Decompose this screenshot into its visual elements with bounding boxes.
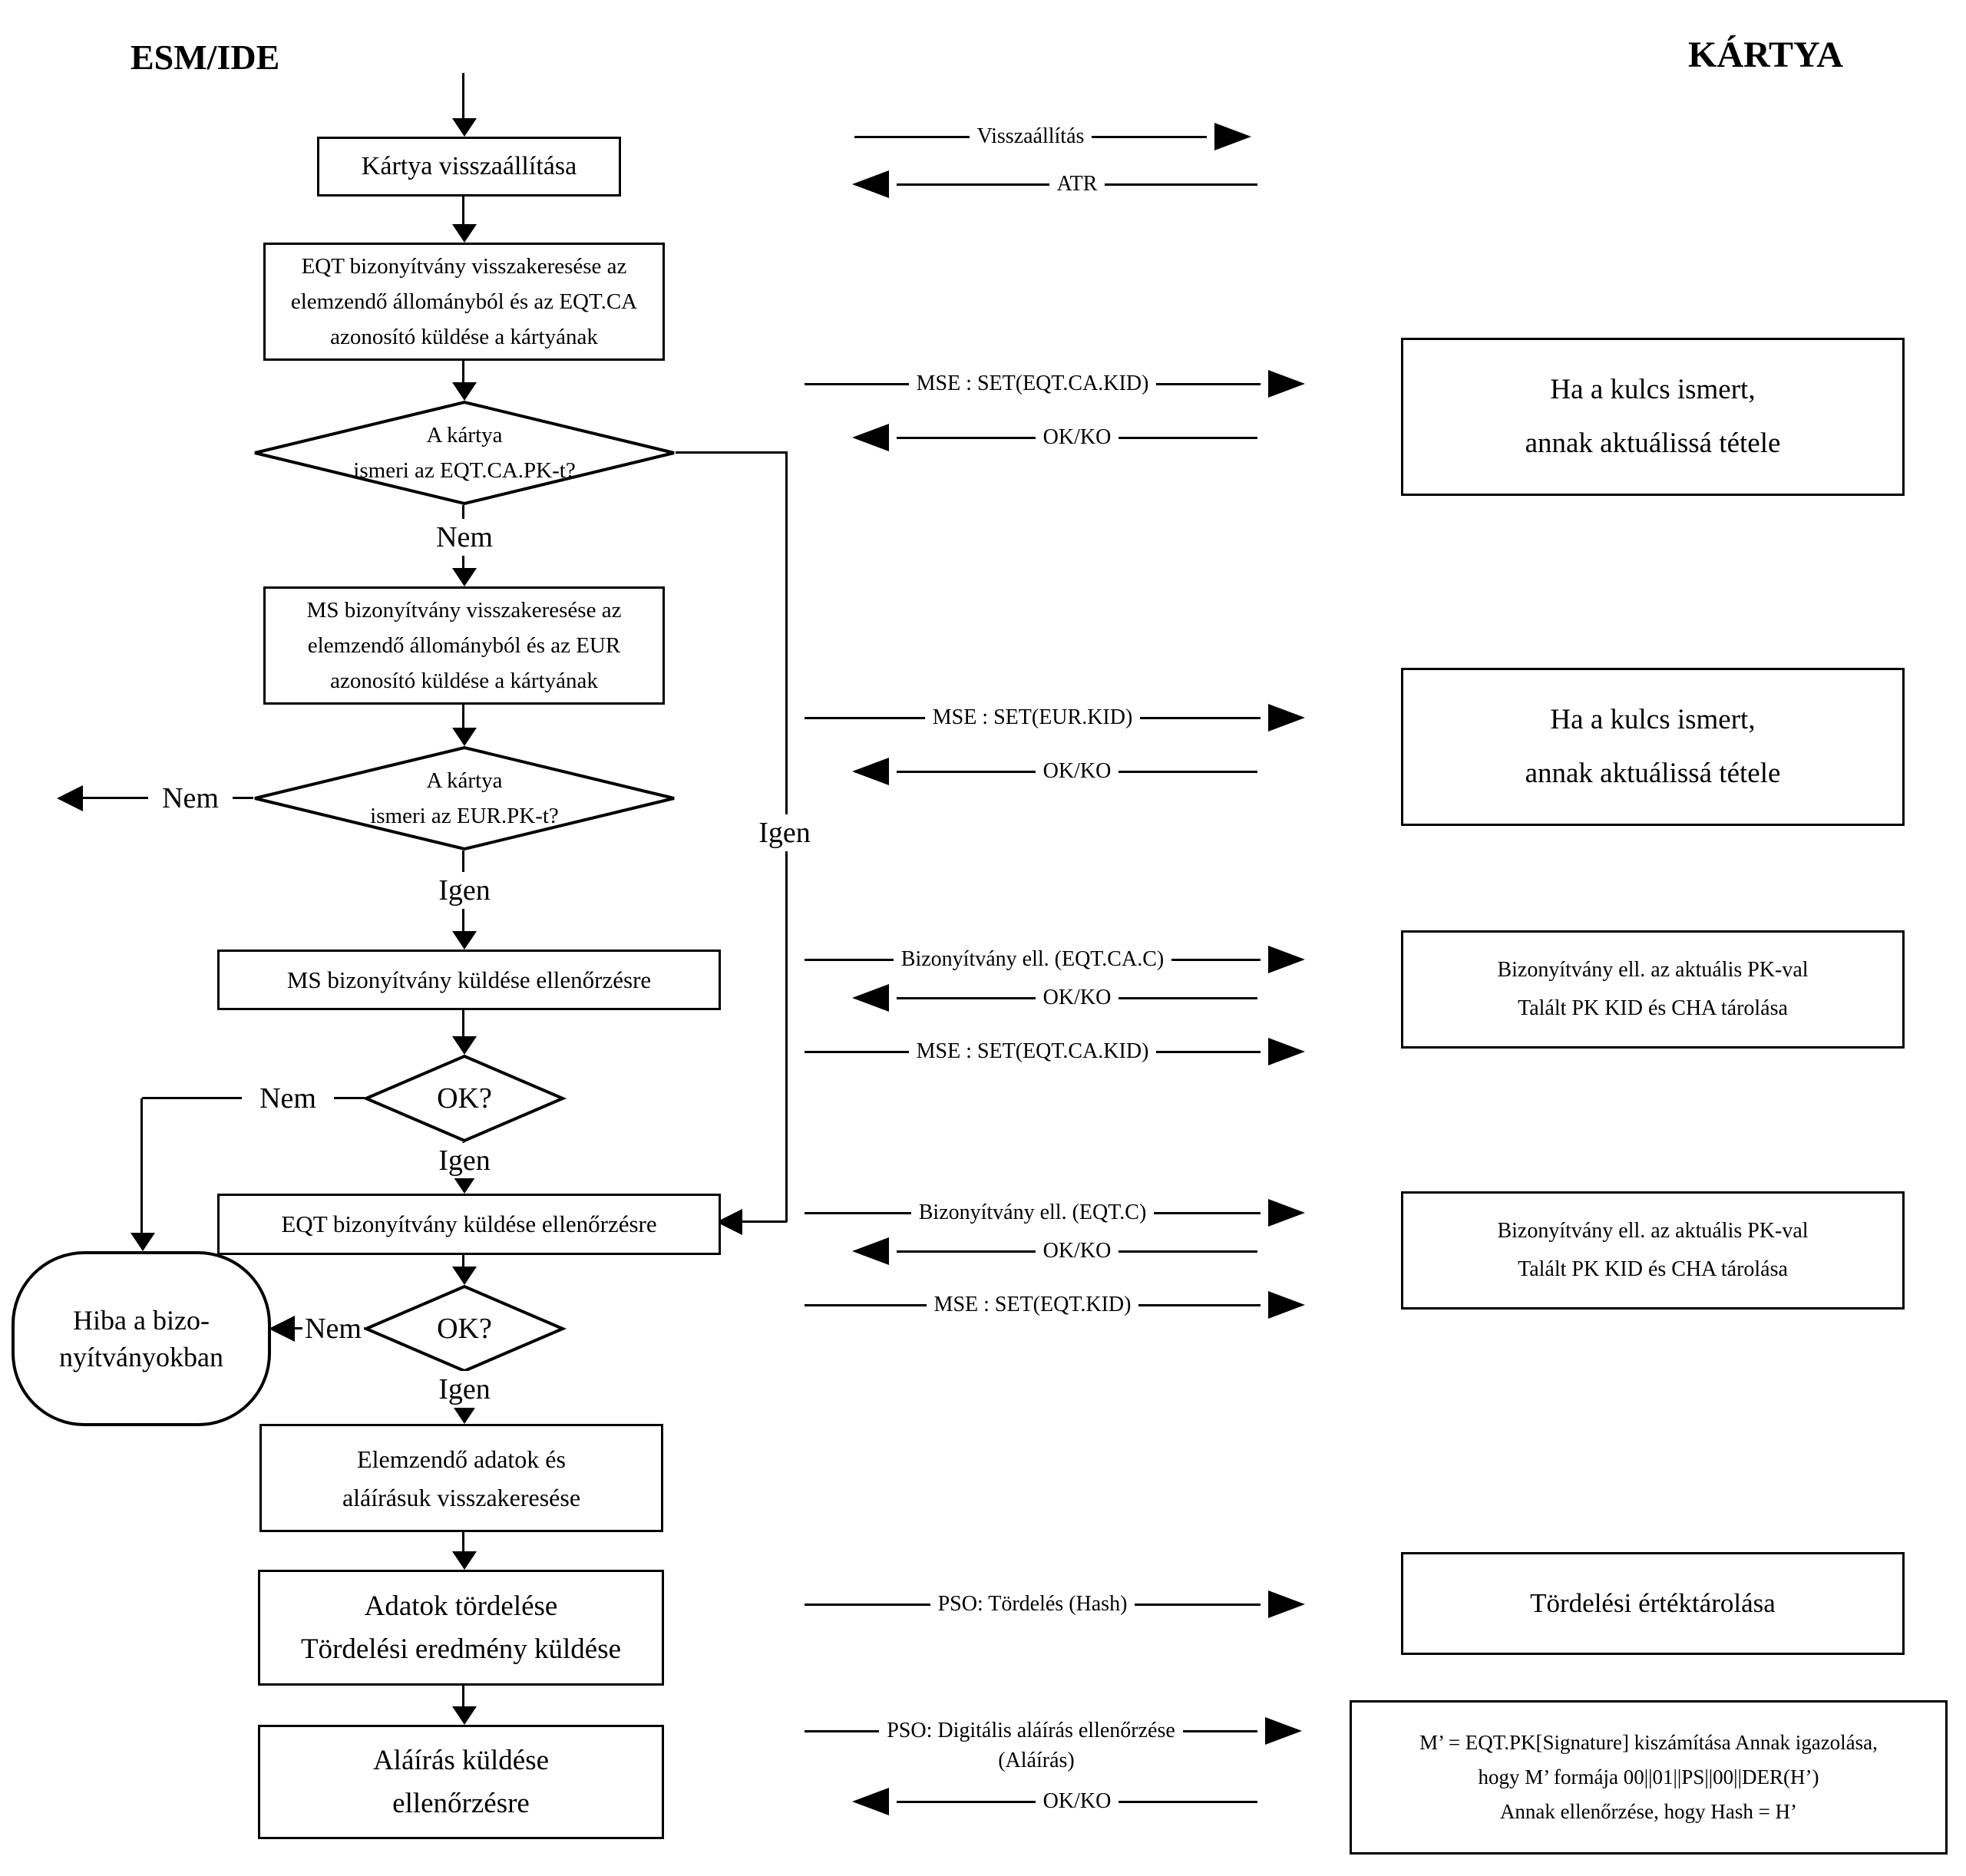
branch-label-igen: Igen xyxy=(415,1371,514,1408)
arrow-right-icon xyxy=(1268,1291,1305,1319)
arrow-down-icon xyxy=(452,382,477,401)
connector-igen-branch-top xyxy=(676,451,788,454)
arrow-left-icon xyxy=(57,785,83,811)
message-row-pso-hash: PSO: Tördelés (Hash) xyxy=(805,1590,1305,1618)
arrow-right-icon xyxy=(1268,946,1305,973)
branch-label-igen: Igen xyxy=(415,872,514,909)
arrow-down-icon xyxy=(452,224,477,243)
arrow-right-icon xyxy=(1268,1590,1305,1618)
decision-text-ok1: OK? xyxy=(437,1082,492,1115)
branch-label-nem: Nem xyxy=(418,519,510,556)
arrow-right-icon xyxy=(1214,123,1251,150)
arrow-down-icon xyxy=(452,1405,477,1424)
branch-label-nem: Nem xyxy=(302,1310,364,1347)
decision-text-eqt-ca-pk: A kártya ismeri az EQT.CA.PK-t? xyxy=(353,423,576,483)
arrow-down-icon xyxy=(452,1036,477,1055)
process-box-eqt-retrieve: EQT bizonyítvány visszakeresése az elemzendő állományból és az EQT.CA azonosító küldése a kártyának xyxy=(263,243,665,361)
card-box-hash-store: Tördelési értéktárolása xyxy=(1401,1552,1905,1655)
process-box-card-reset: Kártya visszaállítása xyxy=(317,137,621,197)
message-row-visszaallitas: Visszaállítás xyxy=(854,123,1251,150)
card-box-cert-verify-1: Bizonyítvány ell. az aktuális PK-val Talált PK KID és CHA tárolása xyxy=(1401,930,1905,1049)
process-box-hash: Adatok tördelése Tördelési eredmény küldése xyxy=(258,1570,664,1686)
column-header-esm-ide: ESM/IDE xyxy=(131,38,280,77)
arrow-left-icon xyxy=(852,758,889,785)
arrow-right-icon xyxy=(1268,704,1305,732)
card-box-cert-verify-2: Bizonyítvány ell. az aktuális PK-val Talált PK KID és CHA tárolása xyxy=(1401,1191,1905,1310)
arrow-left-icon xyxy=(852,1788,889,1815)
message-row-okko: OK/KO xyxy=(852,1788,1257,1815)
decision-text-ok2: OK? xyxy=(437,1313,492,1345)
card-box-key-known-1: Ha a kulcs ismert, annak aktuálissá tétele xyxy=(1401,338,1905,496)
connector-start xyxy=(462,73,464,118)
message-row-mse-set-eqt-ca-kid-2: MSE : SET(EQT.CA.KID) xyxy=(805,1038,1305,1065)
message-row-okko: OK/KO xyxy=(852,424,1257,451)
message-row-okko: OK/KO xyxy=(852,758,1257,785)
message-row-atr: ATR xyxy=(852,170,1257,198)
arrow-left-icon xyxy=(269,1316,295,1342)
arrow-right-icon xyxy=(1268,370,1305,398)
terminator-certificate-error: Hiba a bizo- nyítványokban xyxy=(12,1251,271,1426)
arrow-down-icon xyxy=(452,931,477,950)
branch-label-nem: Nem xyxy=(242,1080,334,1117)
arrow-left-icon xyxy=(852,1237,889,1265)
column-header-kartya: KÁRTYA xyxy=(1688,35,1843,75)
arrow-right-icon xyxy=(1268,1199,1305,1227)
arrow-down-icon xyxy=(452,728,477,746)
message-row-pso-verify-signature-line2: (Aláírás) xyxy=(998,1749,1075,1772)
arrow-left-icon xyxy=(852,170,889,198)
message-row-cert-verify-eqt-c: Bizonyítvány ell. (EQT.C) xyxy=(805,1199,1305,1227)
arrow-down-icon xyxy=(452,1267,477,1285)
process-box-eqt-send: EQT bizonyítvány küldése ellenőrzésre xyxy=(217,1194,721,1255)
arrow-left-icon xyxy=(852,424,889,451)
connector-igen-branch-bottom xyxy=(741,1220,787,1223)
branch-label-igen-long: Igen xyxy=(738,814,831,851)
arrow-down-icon xyxy=(452,1551,477,1570)
message-row-mse-set-eqt-ca-kid: MSE : SET(EQT.CA.KID) xyxy=(805,370,1305,398)
arrow-down-icon xyxy=(452,1706,477,1725)
decision-text-eur-pk: A kártya ismeri az EUR.PK-t? xyxy=(370,768,559,828)
message-row-pso-verify-signature: PSO: Digitális aláírás ellenőrzése xyxy=(805,1717,1302,1745)
connector-nem-ok1-down xyxy=(140,1098,143,1233)
message-row-cert-verify-eqt-ca-c: Bizonyítvány ell. (EQT.CA.C) xyxy=(805,946,1305,973)
process-box-signature-send: Aláírás küldése ellenőrzésre xyxy=(258,1725,664,1839)
process-box-ms-retrieve: MS bizonyítvány visszakeresése az elemzendő állományból és az EUR azonosító küldése a kártyának xyxy=(263,586,665,705)
message-row-okko: OK/KO xyxy=(852,984,1257,1012)
branch-label-igen: Igen xyxy=(415,1143,514,1178)
process-box-data-retrieve: Elemzendő adatok és aláírásuk visszakeresése xyxy=(259,1424,663,1532)
arrow-down-icon xyxy=(452,118,477,137)
connector xyxy=(462,1006,464,1036)
branch-label-nem: Nem xyxy=(148,780,233,817)
arrow-down-icon xyxy=(452,568,477,586)
arrow-right-icon xyxy=(1265,1717,1302,1745)
card-box-signature-check: M’ = EQT.PK[Signature] kiszámítása Annak igazolása, hogy M’ formája 00||01||PS||00||DER(H’) Annak ellenőrzése, hogy Hash = H’ xyxy=(1350,1700,1948,1855)
process-box-ms-send: MS bizonyítvány küldése ellenőrzésre xyxy=(217,950,721,1010)
arrow-left-icon xyxy=(852,984,889,1012)
connector xyxy=(462,192,464,224)
card-box-key-known-2: Ha a kulcs ismert, annak aktuálissá tétele xyxy=(1401,668,1905,826)
message-row-okko: OK/KO xyxy=(852,1237,1257,1265)
arrow-down-icon xyxy=(131,1233,155,1251)
message-row-mse-set-eqt-kid: MSE : SET(EQT.KID) xyxy=(805,1291,1305,1319)
message-row-mse-set-eur-kid: MSE : SET(EUR.KID) xyxy=(805,704,1305,732)
arrow-right-icon xyxy=(1268,1038,1305,1065)
